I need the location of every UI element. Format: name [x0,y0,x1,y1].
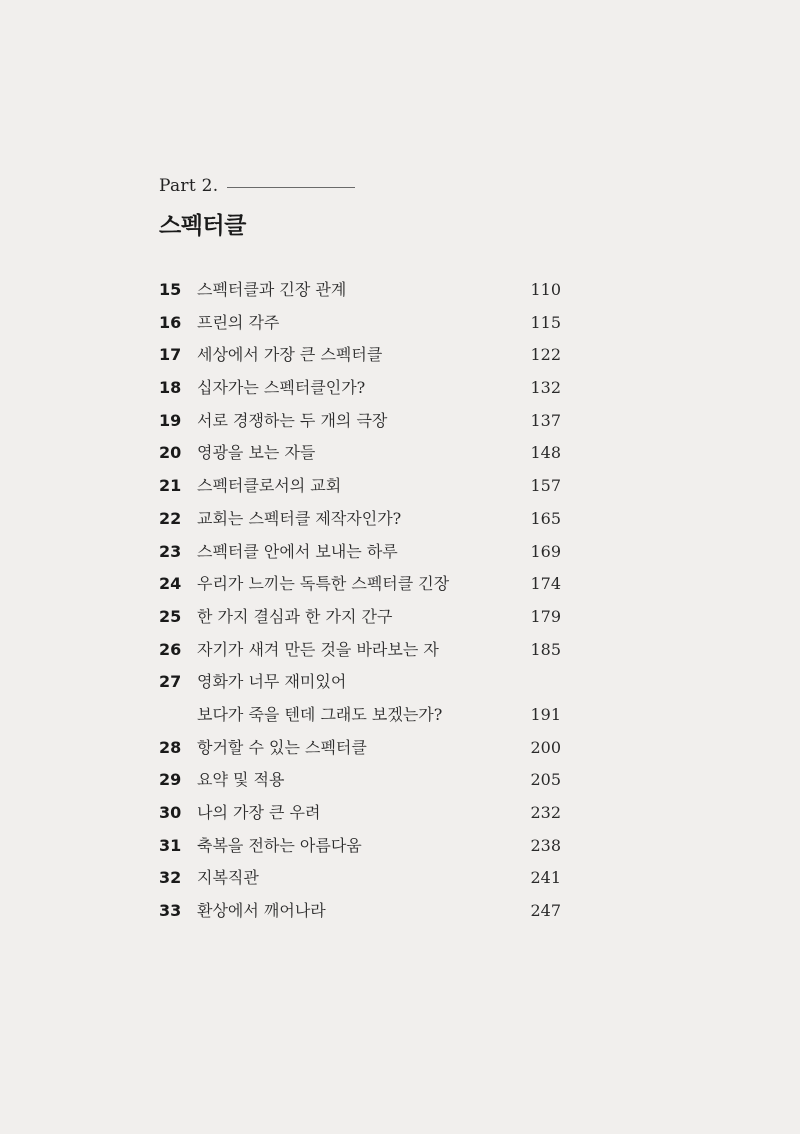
part-label: Part 2. [159,176,219,196]
page-number: 232 [530,803,561,822]
chapter-title: 스펙터클로서의 교회 [197,476,342,496]
chapter-number: 16 [159,312,182,332]
toc-entry [159,405,561,438]
part-divider [227,187,355,188]
page-number: 179 [530,606,561,626]
page-number: 241 [530,868,561,888]
page-number: 157 [530,476,561,496]
chapter-title: 서로 경쟁하는 두 개의 극장 [197,410,388,430]
chapter-title: 스펙터클과 긴장 관계 [197,280,347,299]
page-number: 169 [530,541,561,561]
page-number: 185 [530,639,561,659]
page-number: 191 [530,704,561,724]
chapter-number: 32 [159,868,182,888]
chapter-number: 27 [159,672,182,692]
toc-entry [159,437,561,470]
chapter-title: 우리가 느끼는 독특한 스펙터클 긴장 [197,574,450,594]
toc-entry [159,470,561,503]
chapter-title: 영광을 보는 자들 [197,443,316,463]
chapter-number: 18 [159,378,182,398]
page-number: 137 [530,410,561,430]
toc-entry [159,634,561,667]
page-number: 205 [530,770,561,790]
chapter-number: 25 [159,606,182,626]
chapter-number: 15 [159,280,182,299]
chapter-number: 17 [159,345,182,365]
toc-entry [159,699,561,732]
page-number: 200 [530,737,561,757]
toc-entry [159,339,561,372]
chapter-title: 환상에서 깨어나라 [197,901,326,921]
chapter-title: 교회는 스펙터클 제작자인가? [197,508,402,528]
toc-entry [159,764,561,797]
chapter-number: 20 [159,443,182,463]
chapter-title: 자기가 새겨 만든 것을 바라보는 자 [197,639,439,659]
chapter-number: 26 [159,639,182,659]
table-of-contents [159,274,561,928]
toc-entry [159,895,561,928]
chapter-number: 31 [159,835,182,855]
page-number: 174 [530,574,561,594]
chapter-number: 28 [159,737,182,757]
toc-entry [159,732,561,765]
toc-entry [159,797,561,830]
toc-entry [159,536,561,569]
page-number: 122 [530,345,561,365]
page-number: 247 [530,901,561,921]
chapter-number: 30 [159,803,182,822]
page-number: 238 [530,835,561,855]
chapter-title: 스펙터클 안에서 보내는 하루 [197,541,398,561]
page-number: 132 [530,378,561,398]
toc-entry [159,862,561,895]
chapter-title: 프린의 각주 [197,312,280,332]
toc-entry [159,274,561,307]
chapter-number: 23 [159,541,182,561]
chapter-number: 29 [159,770,182,790]
toc-entry [159,503,561,536]
toc-entry [159,568,561,601]
page-number: 110 [530,280,561,299]
toc-entry [159,666,561,699]
part-title: 스펙터클 [159,213,246,239]
chapter-title: 세상에서 가장 큰 스펙터클 [197,345,383,365]
chapter-title: 나의 가장 큰 우려 [197,803,321,822]
chapter-title: 한 가지 결심과 한 가지 간구 [197,606,393,626]
chapter-title: 보다가 죽을 텐데 그래도 보겠는가? [197,704,443,724]
toc-entry [159,830,561,863]
chapter-number: 19 [159,410,182,430]
page-number: 165 [530,508,561,528]
chapter-title: 항거할 수 있는 스펙터클 [197,737,367,757]
part-header [159,176,355,196]
toc-entry [159,372,561,405]
page-number: 115 [530,312,561,332]
chapter-title: 지복직관 [197,868,259,888]
chapter-number: 33 [159,901,182,921]
page-number: 148 [530,443,561,463]
chapter-title: 영화가 너무 재미있어 [197,672,347,692]
toc-entry [159,307,561,340]
chapter-title: 요약 및 적용 [197,770,285,790]
chapter-number: 24 [159,574,182,594]
chapter-number: 21 [159,476,182,496]
chapter-title: 축복을 전하는 아름다움 [197,835,362,855]
chapter-number: 22 [159,508,182,528]
toc-entry [159,601,561,634]
chapter-title: 십자가는 스펙터클인가? [197,378,366,398]
